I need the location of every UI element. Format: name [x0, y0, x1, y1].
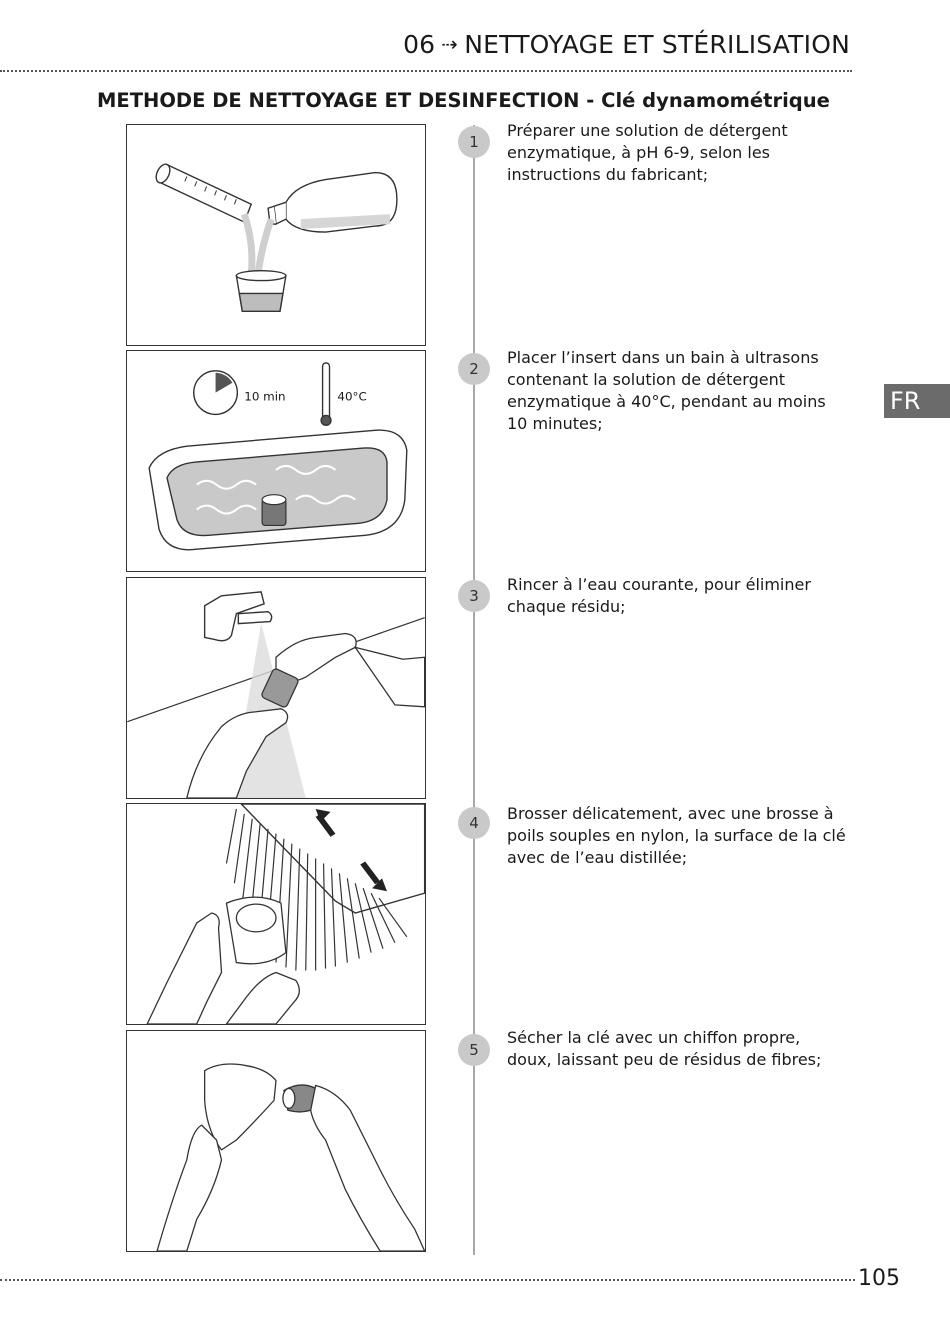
step-4-text: Brosser délicatement, avec une brosse à poils souples en nylon, la surface de la clé avec de l’eau distillée; — [507, 804, 846, 867]
timer-label: 10 min — [244, 389, 286, 404]
thermometer-icon — [323, 363, 330, 420]
step-4-number: 4 — [458, 807, 490, 839]
step-3-illustration — [126, 577, 426, 799]
footer-divider — [0, 1279, 855, 1281]
step-2-text: Placer l’insert dans un bain à ultrasons contenant la solution de détergent enzymatique à 40°C, pendant au moins 10 minutes; — [507, 348, 826, 433]
section-title: METHODE DE NETTOYAGE ET DESINFECTION - Clé dynamométrique — [97, 89, 830, 112]
page-number: 105 — [858, 1266, 900, 1291]
chapter-number: 06 — [403, 30, 436, 59]
step-5-number: 5 — [458, 1034, 490, 1066]
step-5-illustration — [126, 1030, 426, 1252]
temperature-label: 40°C — [337, 389, 367, 404]
step-3-number: 3 — [458, 580, 490, 612]
step-3-text: Rincer à l’eau courante, pour éliminer chaque résidu; — [507, 575, 811, 616]
chapter-title: NETTOYAGE ET STÉRILISATION — [464, 30, 850, 59]
timer-icon — [194, 371, 238, 415]
step-1-text: Préparer une solution de détergent enzymatique, à pH 6-9, selon les instructions du fabricant; — [507, 121, 788, 184]
arrow-icon: ⇢ — [441, 32, 459, 56]
header-divider — [0, 70, 852, 72]
step-5-text: Sécher la clé avec un chiffon propre, doux, laissant peu de résidus de fibres; — [507, 1028, 822, 1069]
chapter-header — [403, 30, 850, 59]
step-timeline — [473, 125, 475, 1255]
step-1-illustration — [126, 124, 426, 346]
step-4-illustration — [126, 803, 426, 1025]
step-2-number: 2 — [458, 353, 490, 385]
language-tab: FR — [884, 384, 950, 418]
step-1-number: 1 — [458, 126, 490, 158]
step-2-illustration — [126, 350, 426, 572]
